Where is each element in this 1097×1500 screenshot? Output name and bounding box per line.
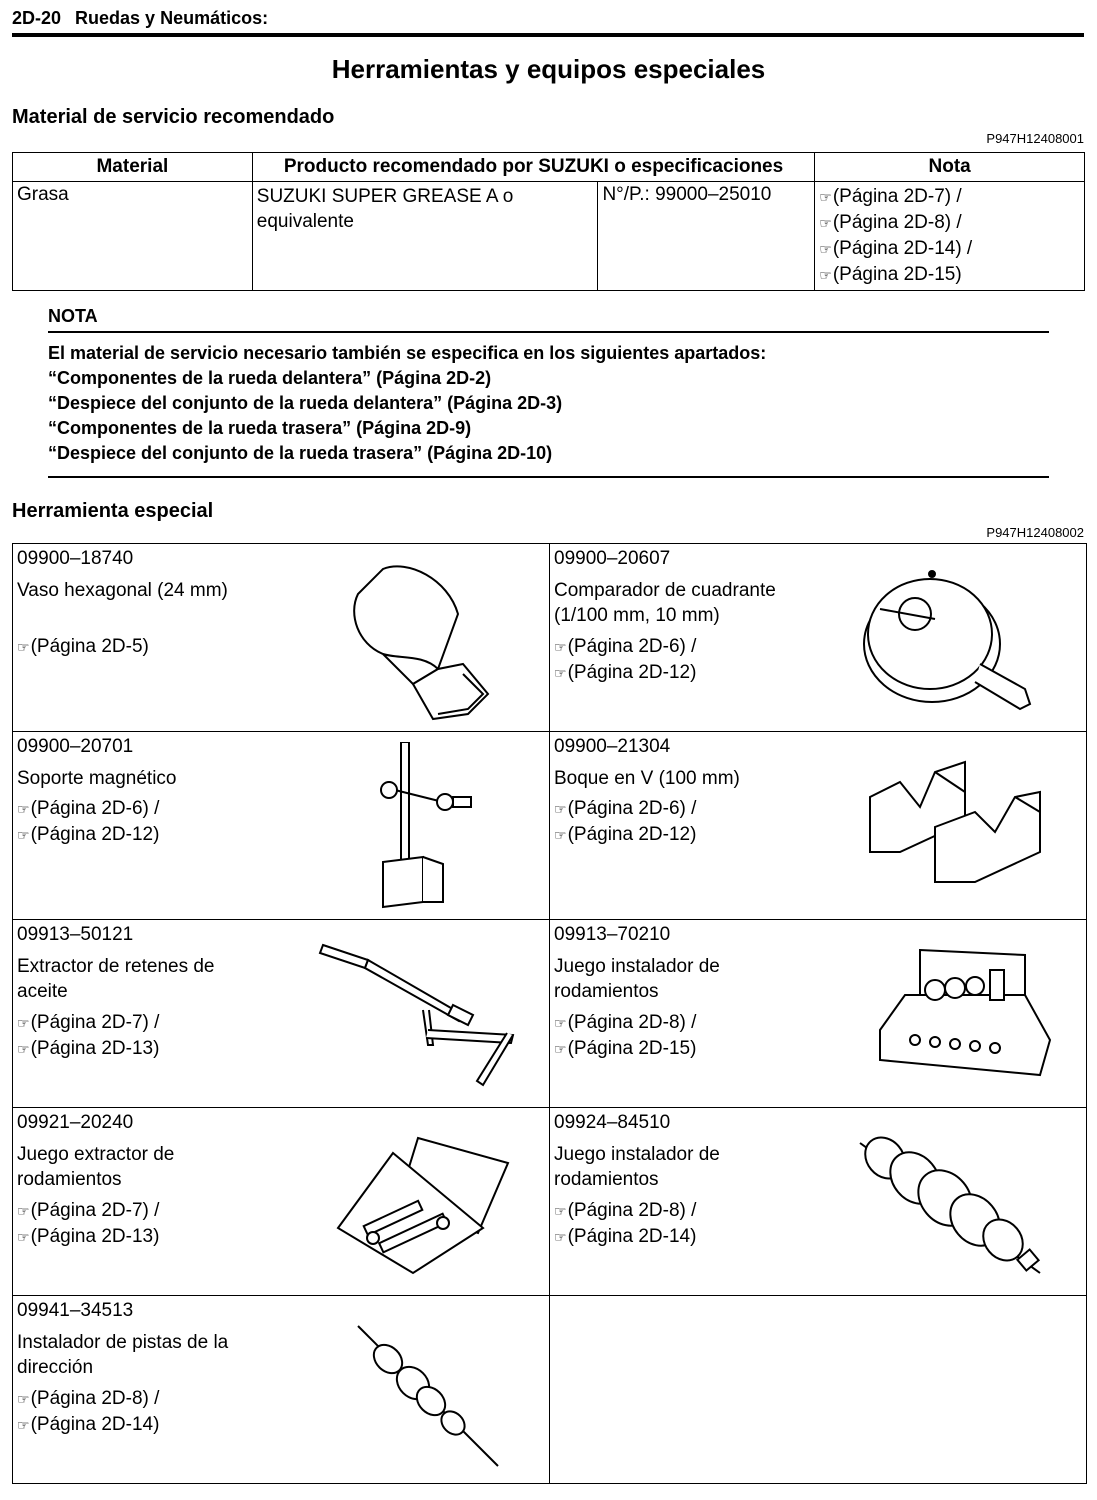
magnetic-stand-icon xyxy=(363,742,483,912)
tool-refs xyxy=(554,1010,696,1062)
empty-cell xyxy=(550,1296,1087,1484)
tool-ref[interactable]: ☞(Página 2D-12) xyxy=(554,824,697,845)
hand-pointer-icon: ☞ xyxy=(17,1041,30,1057)
col-nota: Nota xyxy=(815,153,1085,182)
oil-seal-remover-icon xyxy=(313,935,533,1095)
tool-number: 09900–20607 xyxy=(554,548,671,569)
tool-ref[interactable]: ☞(Página 2D-6) / xyxy=(17,798,160,819)
tool-name: Comparador de cuadrante (1/100 mm, 10 mm) xyxy=(554,580,776,626)
v-block-icon xyxy=(865,752,1045,902)
nota-line: “Despiece del conjunto de la rueda trasera” (Página 2D-10) xyxy=(48,443,553,463)
material-code: P947H12408001 xyxy=(986,131,1084,146)
page-title: Herramientas y equipos especiales xyxy=(331,54,766,84)
table-row xyxy=(13,182,1085,291)
tool-name: Soporte magnético xyxy=(17,768,177,789)
tool-ref[interactable]: ☞(Página 2D-12) xyxy=(17,824,160,845)
tool-number: 09913–70210 xyxy=(554,924,671,945)
hand-pointer-icon: ☞ xyxy=(819,241,832,257)
nota-line: “Componentes de la rueda delantera” (Página 2D-2) xyxy=(48,368,492,388)
tools-table xyxy=(12,543,1087,1484)
notes-cell xyxy=(815,182,1085,291)
tool-name: Instalador de pistas de la dirección xyxy=(17,1332,229,1378)
hand-pointer-icon: ☞ xyxy=(819,267,832,283)
col-product: Producto recomendado por SUZUKI o especificaciones xyxy=(252,153,814,182)
hand-pointer-icon: ☞ xyxy=(819,189,832,205)
hand-pointer-icon: ☞ xyxy=(554,665,567,681)
nota-box xyxy=(48,306,1049,478)
material-heading: Material de servicio recomendado xyxy=(12,106,335,128)
tool-refs xyxy=(17,1198,159,1250)
nota-body xyxy=(48,333,1049,478)
note-ref[interactable]: ☞(Página 2D-8) / xyxy=(819,212,962,233)
page-number: 2D-20 xyxy=(12,8,62,28)
hand-pointer-icon: ☞ xyxy=(17,801,30,817)
page-header xyxy=(12,8,1084,37)
tool-number: 09921–20240 xyxy=(17,1112,134,1133)
hand-pointer-icon: ☞ xyxy=(17,1417,30,1433)
tool-ref[interactable]: ☞(Página 2D-15) xyxy=(554,1038,697,1059)
tool-number: 09900–18740 xyxy=(17,548,134,569)
tool-ref[interactable]: ☞(Página 2D-8) / xyxy=(554,1012,697,1033)
hand-pointer-icon: ☞ xyxy=(554,827,567,843)
tool-ref[interactable]: ☞(Página 2D-6) / xyxy=(554,636,697,657)
hand-pointer-icon: ☞ xyxy=(17,1229,30,1245)
tool-ref[interactable]: ☞(Página 2D-7) / xyxy=(17,1200,160,1221)
tool-ref[interactable]: ☞(Página 2D-7) / xyxy=(17,1012,160,1033)
tool-number: 09913–50121 xyxy=(17,924,134,945)
nota-heading: NOTA xyxy=(48,306,1049,333)
hand-pointer-icon: ☞ xyxy=(17,1015,30,1031)
tool-number: 09941–34513 xyxy=(17,1300,134,1321)
hand-pointer-icon: ☞ xyxy=(819,215,832,231)
tool-name: Boque en V (100 mm) xyxy=(554,768,740,789)
hand-pointer-icon: ☞ xyxy=(554,1041,567,1057)
tool-cell xyxy=(550,544,1087,732)
tool-name: Juego extractor de rodamientos xyxy=(17,1144,175,1190)
tool-cell xyxy=(13,1296,550,1484)
tool-ref[interactable]: ☞(Página 2D-8) / xyxy=(17,1388,160,1409)
tool-name: Juego instalador de rodamientos xyxy=(554,956,720,1002)
tool-cell xyxy=(13,1108,550,1296)
tool-ref[interactable]: ☞(Página 2D-14) xyxy=(554,1226,697,1247)
tool-cell xyxy=(13,732,550,920)
tool-cell xyxy=(550,732,1087,920)
hex-socket-icon xyxy=(338,554,508,734)
tools-heading: Herramienta especial xyxy=(12,500,214,522)
hand-pointer-icon: ☞ xyxy=(17,1391,30,1407)
tool-ref[interactable]: ☞(Página 2D-8) / xyxy=(554,1200,697,1221)
col-material: Material xyxy=(13,153,253,182)
tool-refs xyxy=(17,796,159,848)
tool-cell xyxy=(550,1108,1087,1296)
tool-ref[interactable]: ☞(Página 2D-14) xyxy=(17,1414,160,1435)
hand-pointer-icon: ☞ xyxy=(554,1229,567,1245)
tool-refs xyxy=(17,1386,159,1438)
bearing-remover-set-icon xyxy=(333,1133,513,1283)
tool-cell xyxy=(550,920,1087,1108)
note-ref[interactable]: ☞(Página 2D-14) / xyxy=(819,238,973,259)
section-title: Ruedas y Neumáticos: xyxy=(75,8,269,28)
tool-cell xyxy=(13,544,550,732)
tool-cell xyxy=(13,920,550,1108)
nota-line: “Despiece del conjunto de la rueda delantera” (Página 2D-3) xyxy=(48,393,563,413)
tool-name: Vaso hexagonal (24 mm) xyxy=(17,580,228,601)
tools-code: P947H12408002 xyxy=(986,525,1084,540)
hand-pointer-icon: ☞ xyxy=(17,1203,30,1219)
hand-pointer-icon: ☞ xyxy=(554,639,567,655)
tool-name: Extractor de retenes de aceite xyxy=(17,956,215,1002)
material-table xyxy=(12,152,1085,291)
product-cell: SUZUKI SUPER GREASE A o equivalente xyxy=(252,182,598,291)
tool-number: 09924–84510 xyxy=(554,1112,671,1133)
hand-pointer-icon: ☞ xyxy=(554,1015,567,1031)
tool-ref[interactable]: ☞(Página 2D-6) / xyxy=(554,798,697,819)
tool-ref[interactable]: ☞(Página 2D-5) xyxy=(17,636,149,657)
tool-number: 09900–21304 xyxy=(554,736,671,757)
tool-refs xyxy=(554,796,696,848)
bearing-installer-set-icon xyxy=(875,940,1055,1090)
tool-ref[interactable]: ☞(Página 2D-13) xyxy=(17,1038,160,1059)
nota-line: El material de servicio necesario también se especifica en los siguientes apartados: xyxy=(48,343,767,363)
tool-ref[interactable]: ☞(Página 2D-12) xyxy=(554,662,697,683)
bearing-installer-icon xyxy=(855,1128,1050,1288)
note-ref[interactable]: ☞(Página 2D-15) xyxy=(819,264,962,285)
steering-race-installer-icon xyxy=(343,1311,513,1476)
material-table-header xyxy=(13,153,1085,182)
hand-pointer-icon: ☞ xyxy=(554,801,567,817)
hand-pointer-icon: ☞ xyxy=(554,1203,567,1219)
tool-number: 09900–20701 xyxy=(17,736,134,757)
tool-refs xyxy=(554,1198,696,1250)
hand-pointer-icon: ☞ xyxy=(17,639,30,655)
tool-refs xyxy=(554,634,696,686)
tool-ref[interactable]: ☞(Página 2D-13) xyxy=(17,1226,160,1247)
tool-name: Juego instalador de rodamientos xyxy=(554,1144,720,1190)
tool-refs xyxy=(17,1010,159,1062)
material-cell: Grasa xyxy=(13,182,253,291)
hand-pointer-icon: ☞ xyxy=(17,827,30,843)
tool-refs xyxy=(17,634,149,660)
dial-gauge-icon xyxy=(860,564,1050,724)
nota-line: “Componentes de la rueda trasera” (Página 2D-9) xyxy=(48,418,472,438)
part-number-cell: N°/P.: 99000–25010 xyxy=(598,182,815,291)
note-ref[interactable]: ☞(Página 2D-7) / xyxy=(819,186,962,207)
